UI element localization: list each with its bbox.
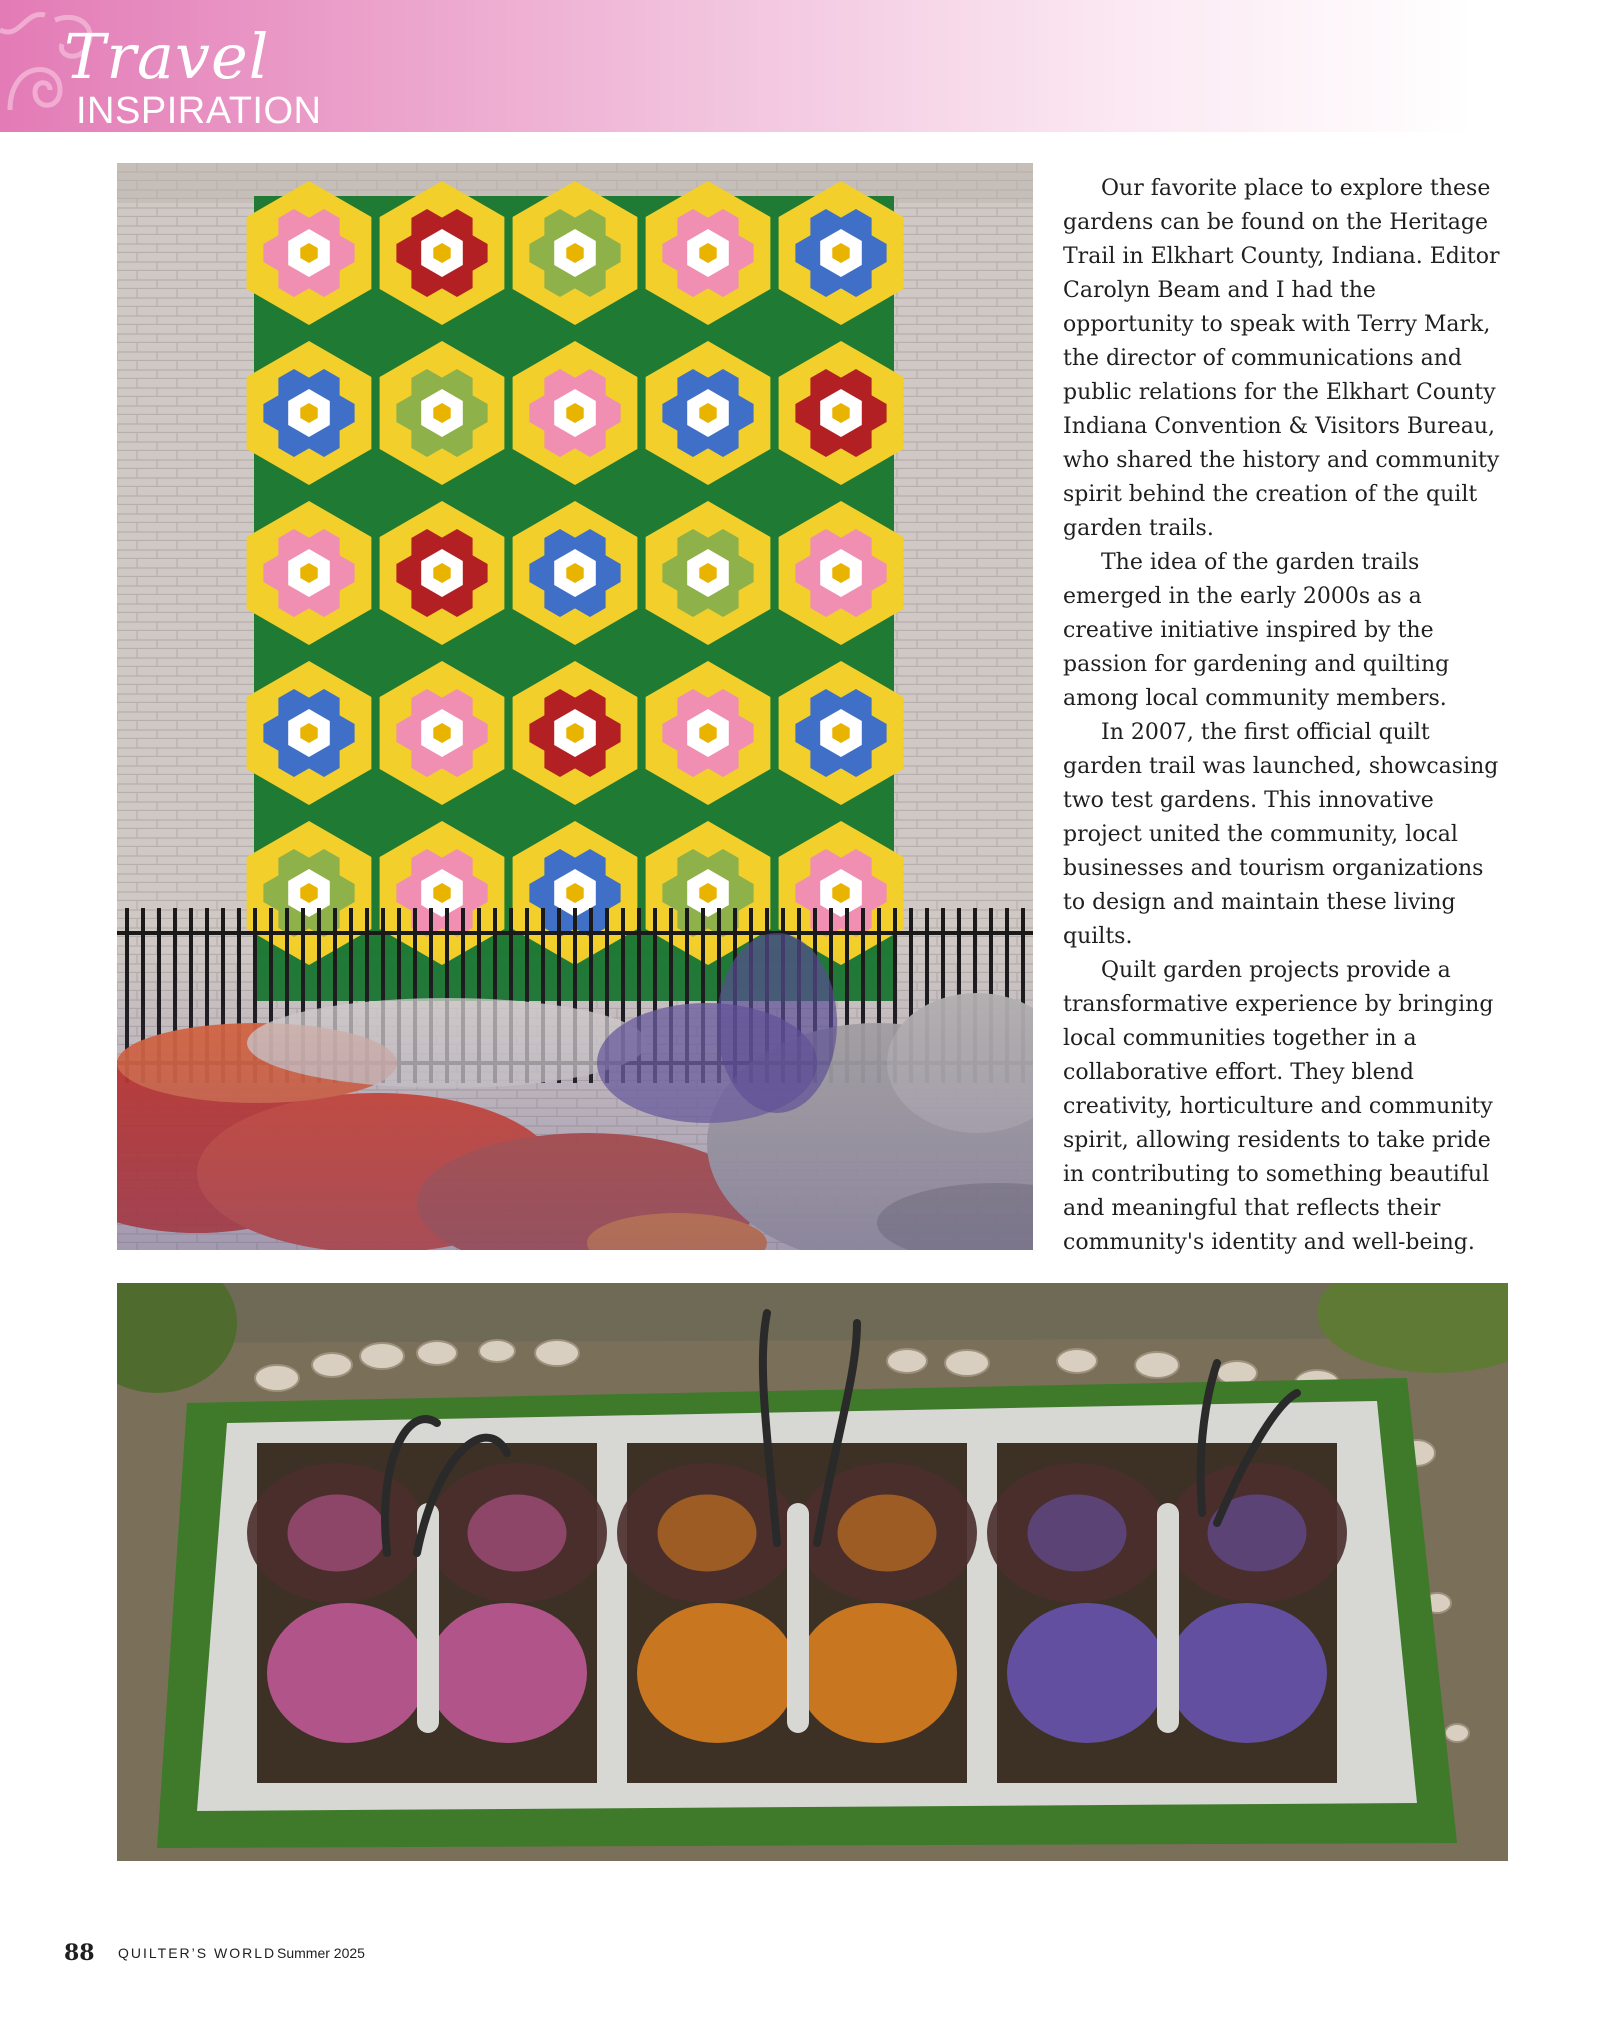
article-body bbox=[1063, 172, 1508, 1260]
butterfly-wing-accent bbox=[288, 1495, 387, 1572]
butterfly-wing bbox=[1167, 1603, 1327, 1743]
section-header-band bbox=[0, 0, 1600, 132]
quilt-green-diamond bbox=[471, 471, 547, 515]
quilt-green-diamond bbox=[338, 631, 414, 675]
quilt-green-diamond bbox=[737, 311, 813, 355]
butterfly-wing-accent bbox=[838, 1495, 937, 1572]
issue-date: Summer 2025 bbox=[277, 1945, 365, 1961]
quilt-green-diamond bbox=[471, 631, 547, 675]
quilt-green-diamond bbox=[338, 791, 414, 835]
quilt-green-diamond bbox=[604, 631, 680, 675]
quilt-green-diamond bbox=[338, 311, 414, 355]
quilt-green-diamond bbox=[604, 311, 680, 355]
quilt-green-diamond bbox=[471, 311, 547, 355]
butterfly-wing-accent bbox=[468, 1495, 567, 1572]
quilt-green-diamond bbox=[604, 471, 680, 515]
butterfly-wing bbox=[797, 1603, 957, 1743]
quilt-mural-photo bbox=[117, 163, 1033, 1250]
article-paragraph: In 2007, the first official quilt garden trail was launched, showcasing two test gardens. This innovative project united the community, local businesses and tourism organizations to design and maintain these living quilts. bbox=[1063, 720, 1499, 949]
article-paragraph: The idea of the garden trails emerged in the early 2000s as a creative initiative inspired by the passion for gardening and quilting among local community members. bbox=[1063, 550, 1450, 711]
magazine-title: QUILTER’S WORLD bbox=[118, 1945, 277, 1961]
butterfly-quilt-garden-photo bbox=[117, 1283, 1508, 1861]
butterfly-body bbox=[1157, 1503, 1179, 1733]
butterfly-wing bbox=[267, 1603, 427, 1743]
butterfly-wing-accent bbox=[1028, 1495, 1127, 1572]
butterfly-wing bbox=[637, 1603, 797, 1743]
article-paragraph: Our favorite place to explore these gardens can be found on the Heritage Trail in Elkhart County, Indiana. Editor Carolyn Beam and I had the opportunity to speak with Terry Mark, the director of communications and public relations for the Elkhart County Indiana Convention & Visitors Bureau, who shared the history and community spirit behind the creation of the quilt garden trails. bbox=[1063, 176, 1500, 541]
section-kicker-script: Travel bbox=[64, 20, 270, 93]
quilt-green-diamond bbox=[737, 791, 813, 835]
butterfly-wing bbox=[1007, 1603, 1167, 1743]
quilt-green-diamond bbox=[737, 471, 813, 515]
quilt-green-diamond bbox=[737, 631, 813, 675]
article-paragraph: Quilt garden projects provide a transformative experience by bringing local communities together in a collaborative effort. They blend creativity, horticulture and community spirit, allowing residents to take pride in contributing to something beautiful and meaningful that reflects their community's identity and well-being. bbox=[1063, 958, 1494, 1255]
quilt-green-diamond bbox=[338, 471, 414, 515]
butterfly-body bbox=[787, 1503, 809, 1733]
butterfly-wing-accent bbox=[658, 1495, 757, 1572]
section-kicker-caps: INSPIRATION bbox=[76, 90, 322, 132]
quilt-green-diamond bbox=[604, 791, 680, 835]
butterfly-wing bbox=[427, 1603, 587, 1743]
page-number: 88 bbox=[64, 1940, 95, 1966]
quilt-green-diamond bbox=[471, 791, 547, 835]
